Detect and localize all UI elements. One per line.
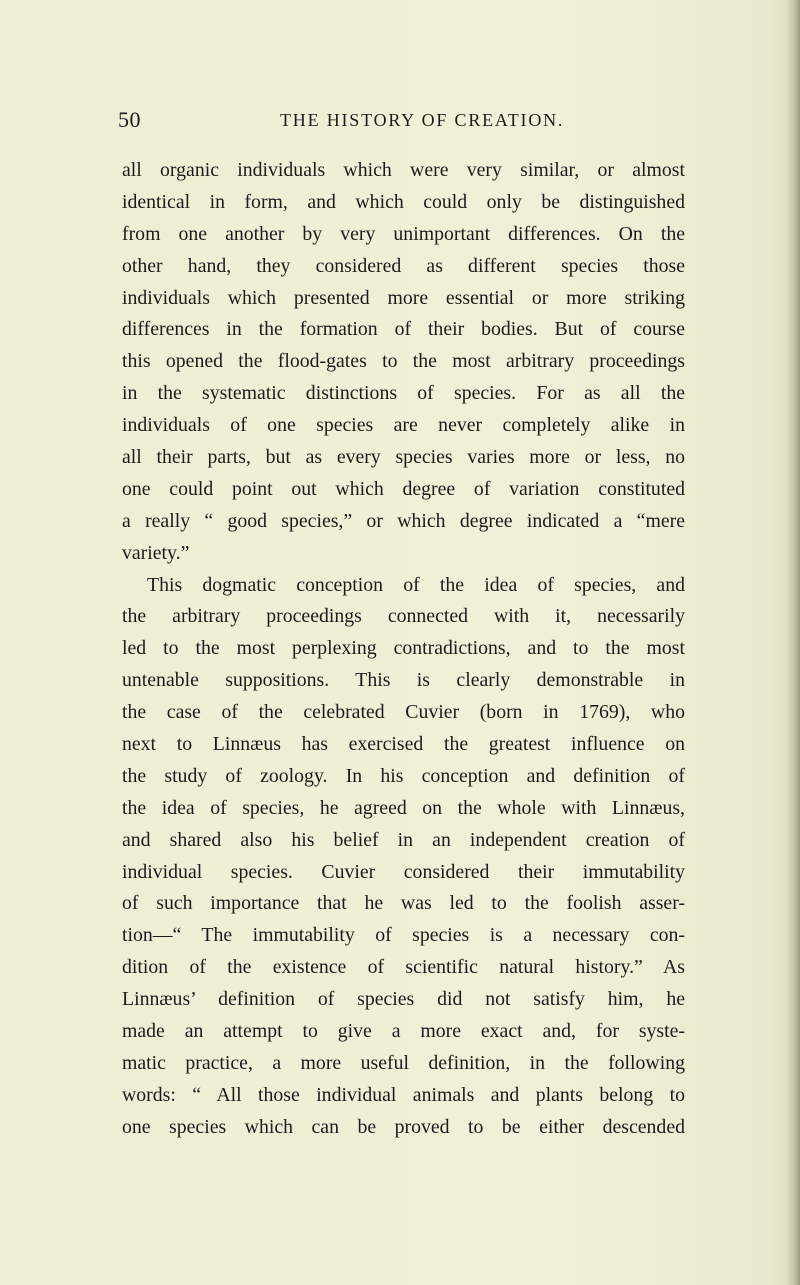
text-line: other hand, they considered as different species those: [122, 254, 685, 277]
text-line: all organic individuals which were very similar, or almost: [122, 159, 685, 181]
text-line: made an attempt to give a more exact and, for syste-: [122, 1020, 685, 1043]
page-number: 50: [118, 107, 141, 132]
text-line: a really “ good species,” or which degree indicated a “mere: [122, 509, 685, 532]
text-line: the case of the celebrated Cuvier (born in 1769), who: [122, 701, 685, 724]
text-line: tion—“ The immutability of species is a necessary con-: [122, 924, 685, 947]
text-line: all their parts, but as every species varies more or less, no: [122, 446, 685, 469]
text-line: led to the most perplexing contradictions, and to the most: [122, 637, 685, 660]
text-line: Linnæus’ definition of species did not satisfy him, he: [122, 988, 685, 1011]
page-edge-shadow: [786, 0, 800, 1285]
paragraph-first-line: This dogmatic conception of the idea of species, and: [147, 573, 685, 596]
text-line: individual species. Cuvier considered their immutability: [122, 860, 685, 883]
text-line: in the systematic distinctions of species. For as all the: [122, 382, 685, 405]
text-line: individuals which presented more essential or more striking: [122, 286, 685, 309]
text-line: individuals of one species are never completely alike in: [122, 414, 685, 437]
text-line: variety.”: [122, 541, 190, 564]
text-line: from one another by very unimportant differences. On the: [122, 222, 685, 245]
text-line: one could point out which degree of variation constituted: [122, 477, 685, 500]
text-line: words: “ All those individual animals and plants belong to: [122, 1083, 685, 1106]
body-text: [122, 155, 685, 1144]
text-line: identical in form, and which could only be distinguished: [122, 190, 685, 213]
text-line: and shared also his belief in an independent creation of: [122, 828, 685, 851]
text-line: untenable suppositions. This is clearly demonstrable in: [122, 669, 685, 692]
running-title: THE HISTORY OF CREATION.: [280, 110, 565, 130]
text-line: the idea of species, he agreed on the whole with Linnæus,: [122, 796, 685, 819]
text-line: of such importance that he was led to the foolish asser-: [122, 892, 685, 915]
text-line: next to Linnæus has exercised the greatest influence on: [122, 733, 685, 756]
text-line: this opened the flood-gates to the most arbitrary proceedings: [122, 350, 685, 373]
text-line: dition of the existence of scientific natural history.” As: [122, 956, 685, 979]
text-line: matic practice, a more useful definition, in the following: [122, 1051, 685, 1074]
text-line: the study of zoology. In his conception and definition of: [122, 764, 685, 787]
text-line: differences in the formation of their bodies. But of course: [122, 318, 685, 341]
text-line: one species which can be proved to be either descended: [122, 1115, 685, 1138]
page-header: [118, 107, 688, 137]
text-line: the arbitrary proceedings connected with it, necessarily: [122, 605, 685, 628]
